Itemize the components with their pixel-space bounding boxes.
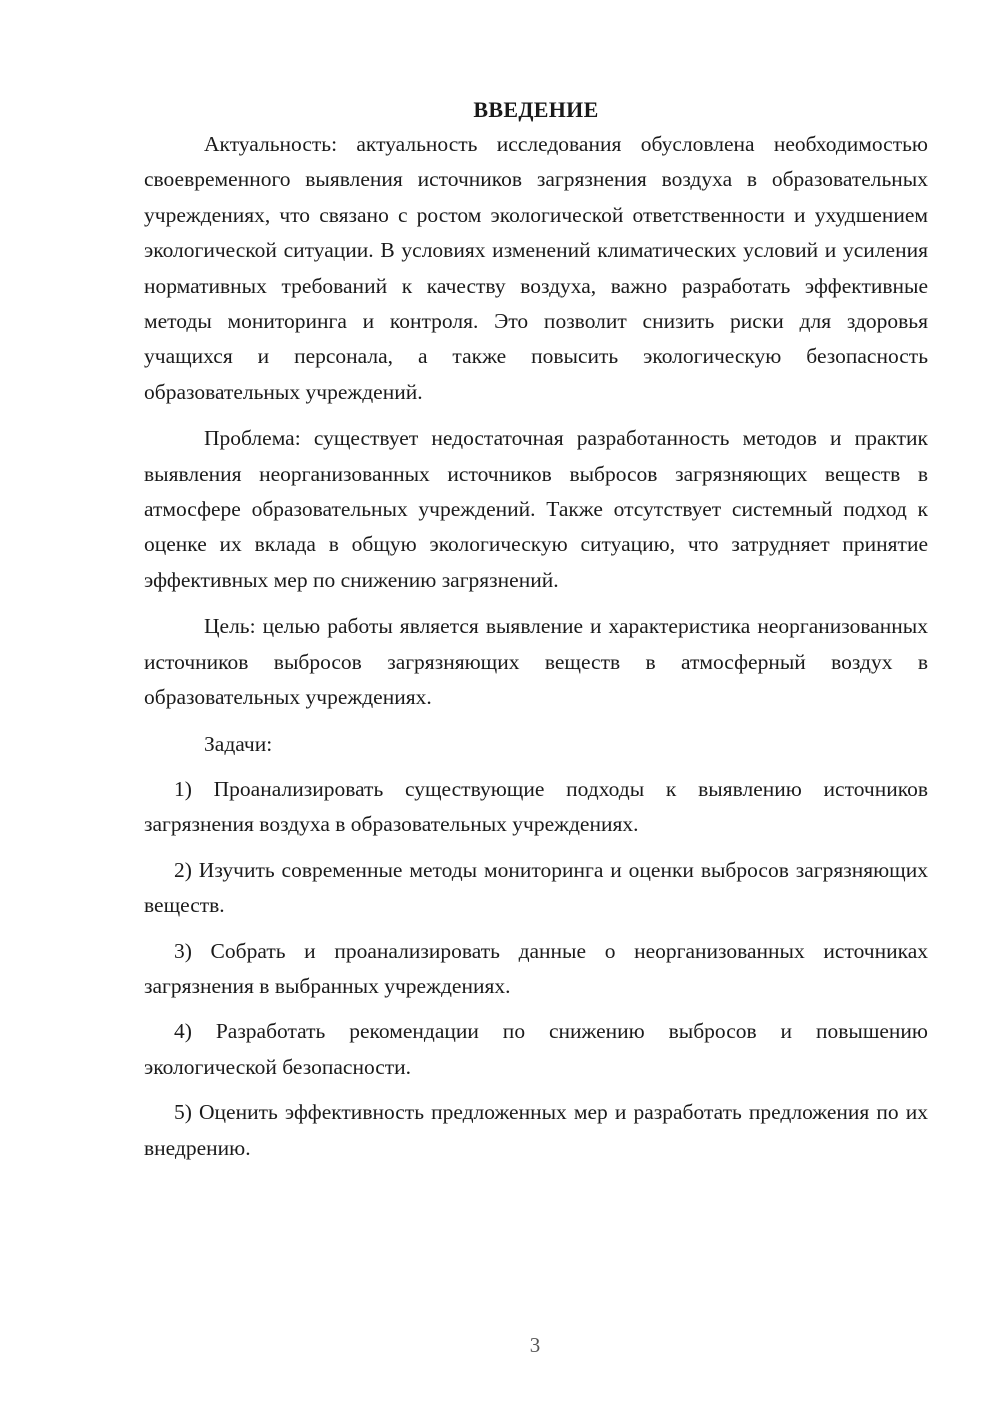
tasks-title: Задачи:	[204, 731, 273, 756]
task-item-1: 1) Проанализировать существующие подходы к выявлению источников загрязнения воздуха в образовательных учреждениях.	[144, 776, 928, 837]
task-item-2: 2) Изучить современные методы мониторинга и оценки выбросов загрязняющих веществ.	[144, 857, 928, 918]
paragraph-goal: Цель: целью работы является выявление и характеристика неорганизованных источников выбросов загрязняющих веществ в атмосферный воздух в образовательных учреждениях.	[144, 614, 928, 710]
task-item-3: 3) Собрать и проанализировать данные о неорганизованных источниках загрязнения в выбранных учреждениях.	[144, 938, 928, 998]
task-item-4: 4) Разработать рекомендации по снижению выбросов и повышению экологической безопасности.	[144, 1019, 928, 1079]
page-number: 3	[529, 1333, 541, 1357]
paragraph-problem: Проблема: существует недостаточная разработанность методов и практик выявления неорганизованных источников выбросов загрязняющих веществ в атмосфере образовательных учреждений. Также отсутствует системный подход к оценке их вклада в общую экологическую ситуацию, что затрудняет принятие эффективных мер по снижению загрязнений.	[144, 426, 928, 592]
page-content	[144, 93, 928, 1166]
page-heading: ВВЕДЕНИЕ	[473, 97, 599, 122]
task-item-5: 5) Оценить эффективность предложенных мер и разработать предложения по их внедрению.	[144, 1100, 928, 1160]
paragraph-relevance: Актуальность: актуальность исследования обусловлена необходимостью своевременного выявления источников загрязнения воздуха в образовательных учреждениях, что связано с ростом экологической ответственности и ухудшением экологической ситуации. В условиях изменений климатических условий и усиления нормативных требований к качеству воздуха, важно разработать эффективные методы мониторинга и контроля. Это позволит снизить риски для здоровья учащихся и персонала, а также повысить экологическую безопасность образовательных учреждений.	[144, 132, 928, 404]
